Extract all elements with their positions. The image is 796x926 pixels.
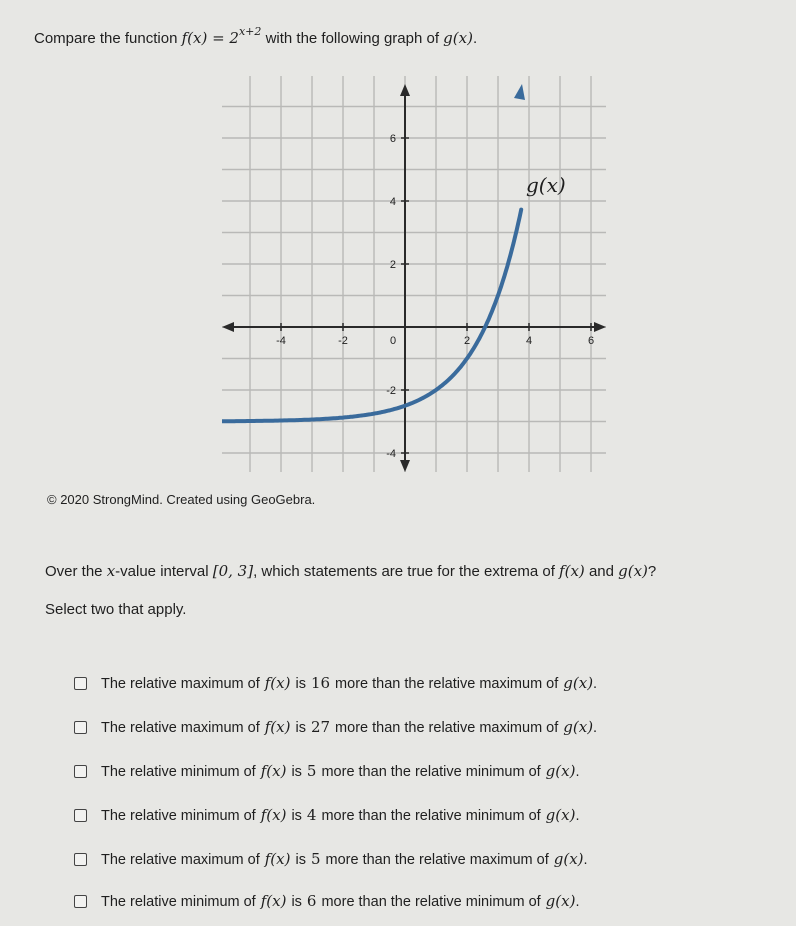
question-prompt [45,562,656,580]
grid-lines [222,76,606,472]
curve-arrow-end [514,84,525,100]
x-tick-label: -2 [338,335,348,347]
answer-option-3[interactable]: The relative minimum of f(x) is 5 more than the relative minimum of g(x) . [74,760,579,782]
prompt-mid: , which statements are true for the extrema of [253,563,555,580]
y-axis-arrow-up [400,84,410,96]
x-axis-arrow-left [222,322,234,332]
x-tick-label: -4 [276,335,286,347]
checkbox[interactable] [74,895,87,908]
g-name: g(x) [443,29,473,47]
y-tick-label: -4 [386,448,396,460]
answer-option-2[interactable]: The relative maximum of f(x) is 27 more than the relative maximum of g(x) . [74,716,597,738]
prompt-end: ? [647,563,657,580]
f-definition: $f(x) = 2^{x+2}$ [181,25,262,47]
axes [222,84,606,472]
answer-option-6[interactable]: The relative minimum of f(x) is 6 more than the relative minimum of g(x) . [74,890,579,912]
checkbox[interactable] [74,765,87,778]
copyright-credit: © 2020 StrongMind. Created using GeoGebra. [47,492,316,507]
x-tick-label: 0 [389,335,397,347]
checkbox[interactable] [74,809,87,822]
y-axis-arrow-down [400,460,410,472]
y-tick-label: -2 [386,385,396,397]
question-text [34,22,477,49]
prompt-f: f(x) [559,562,585,580]
x-tick-label: 4 [525,335,533,347]
question-mid: with the following graph of [265,30,439,47]
y-tick-label: 2 [389,259,396,271]
answer-option-4[interactable]: The relative minimum of f(x) is 4 more than the relative minimum of g(x) . [74,804,579,826]
x-tick-label: 2 [463,335,471,347]
y-tick-label: 6 [389,133,396,145]
answer-option-5[interactable]: The relative maximum of f(x) is 5 more than the relative maximum of g(x) . [74,848,588,870]
x-axis-arrow-right [594,322,606,332]
x-tick-label: 6 [587,335,595,347]
answer-option-1[interactable]: The relative maximum of f(x) is 16 more than the relative maximum of g(x) . [74,672,597,694]
curve-label-g: g(x) [526,173,566,197]
checkbox[interactable] [74,677,87,690]
interval: [0, 3] [212,562,254,580]
x-variable: x [106,562,116,580]
f-exponent: x+2 [238,25,262,38]
checkbox[interactable] [74,853,87,866]
graph-of-g [222,76,614,476]
question-lead: Compare the function [34,30,178,47]
prompt-lead: Over the [45,563,103,580]
checkbox[interactable] [74,721,87,734]
y-tick-label: 4 [389,196,396,208]
prompt-after-var: -value interval [115,563,209,580]
select-instruction: Select two that apply. [45,601,187,618]
prompt-and: and [588,563,614,580]
prompt-g: g(x) [618,562,648,580]
question-end: . [472,30,478,47]
